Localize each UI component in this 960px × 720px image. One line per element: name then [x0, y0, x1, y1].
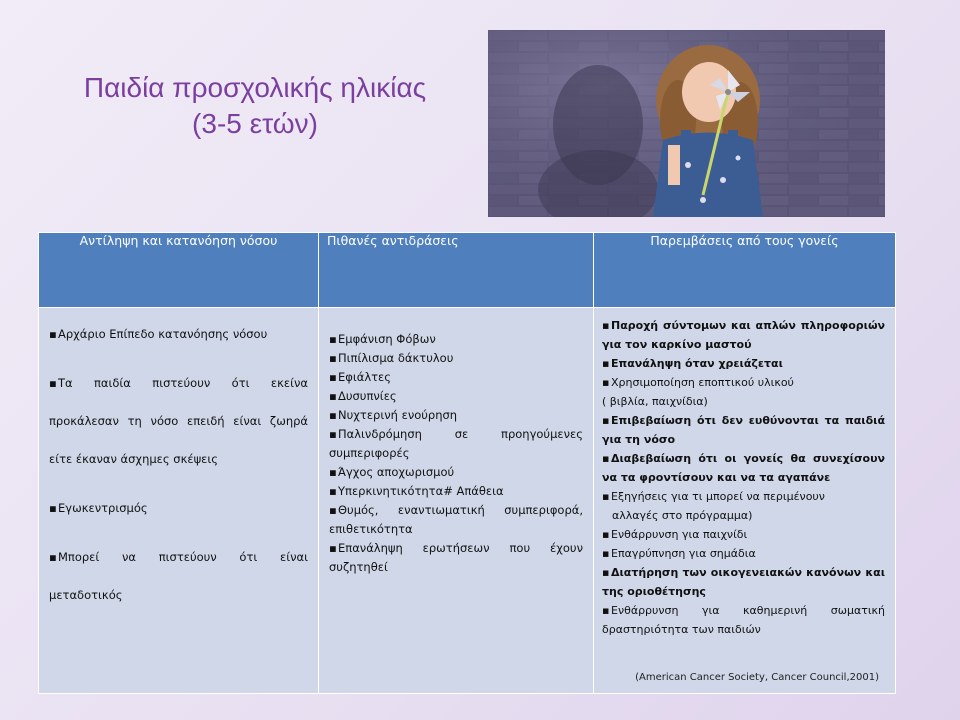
list-item: ▪ Διατήρηση των οικογενειακών κανόνων και της οριοθέτησης — [602, 566, 885, 598]
list-item: ( βιβλία, παιχνίδια) — [602, 395, 708, 408]
list-item: ▪ Διαβεβαίωση ότι οι γονείς θα συνεχίσουν να τα φροντίσουν και να τα αγαπάνε — [602, 452, 885, 484]
list-item: ▪Νυχτερινή ενούρηση — [329, 408, 458, 422]
list-item: ▪Παλινδρόμηση σε προηγούμενες συμπεριφορές — [329, 427, 583, 460]
list-item: ▪Μπορεί να πιστεύουν ότι είναι μεταδοτικός — [49, 550, 308, 602]
list-item: ▪ Επιβεβαίωση ότι δεν ευθύνονται τα παιδιά για τη νόσο — [602, 414, 885, 446]
list-item: ▪Επανάληψη ερωτήσεων που έχουν συζητηθεί — [329, 541, 583, 574]
slide-title — [40, 70, 470, 142]
list-item: ▪ Επαγρύπνηση για σημάδια — [602, 547, 756, 560]
list-item: ▪Άγχος αποχωρισμού — [329, 465, 455, 479]
list-item: ▪Τα παιδία πιστεύουν ότι εκείνα προκάλεσαν τη νόσο επειδή είναι ζωηρά είτε έκαναν άσχημες σκέψεις — [49, 376, 308, 466]
list-item: ▪ Επανάληψη όταν χρειάζεται — [602, 357, 783, 370]
list-item: ▪Εφιάλτες — [329, 370, 392, 384]
list-item: ▪Πιπίλισμα δάκτυλου — [329, 351, 454, 365]
list-item: ▪Εγωκεντρισμός — [49, 501, 148, 515]
list-item: ▪Αρχάριο Επίπεδο κατανόησης νόσου — [49, 327, 268, 341]
list-item: ▪Υπερκινητικότητα# Απάθεια — [329, 484, 504, 498]
header-reactions: Πιθανές αντιδράσεις — [319, 233, 594, 308]
reactions-table — [38, 232, 896, 694]
list-item: ▪Δυσυπνίες — [329, 389, 397, 403]
list-item: ▪Εμφάνιση Φόβων — [329, 332, 436, 346]
list-item: ▪ Χρησιμοποίηση εποπτικού υλικού — [602, 376, 794, 389]
list-item: ▪Θυμός, εναντιωματική συμπεριφορά, επιθετικότητα — [329, 503, 583, 536]
header-interventions: Παρεμβάσεις από τους γονείς — [594, 233, 896, 308]
interventions-cell — [594, 308, 896, 694]
slide-title-line1: Παιδία προσχολικής ηλικίας — [83, 72, 427, 103]
slide-title-line2: (3-5 ετών) — [192, 108, 318, 139]
source-citation: (American Cancer Society, Cancer Council,2001) — [635, 672, 879, 683]
table-body-row — [39, 308, 896, 694]
list-item: ▪ Ενθάρρυνση για καθημερινή σωματική δραστηριότητα των παιδιών — [602, 604, 885, 636]
list-item: ▪ Παροχή σύντομων και απλών πληροφοριών για τον καρκίνο μαστού — [602, 319, 885, 351]
list-item: αλλαγές στο πρόγραμμα) — [612, 509, 753, 522]
child-with-pinwheel-photo — [488, 30, 885, 217]
header-perception: Αντίληψη και κατανόηση νόσου — [39, 233, 319, 308]
list-item: ▪ Ενθάρρυνση για παιχνίδι — [602, 528, 748, 541]
list-item: ▪ Εξηγήσεις για τι μπορεί να περιμένουν — [602, 490, 825, 503]
table-header-row — [39, 233, 896, 308]
reactions-cell — [319, 308, 594, 694]
perception-cell — [39, 308, 319, 694]
